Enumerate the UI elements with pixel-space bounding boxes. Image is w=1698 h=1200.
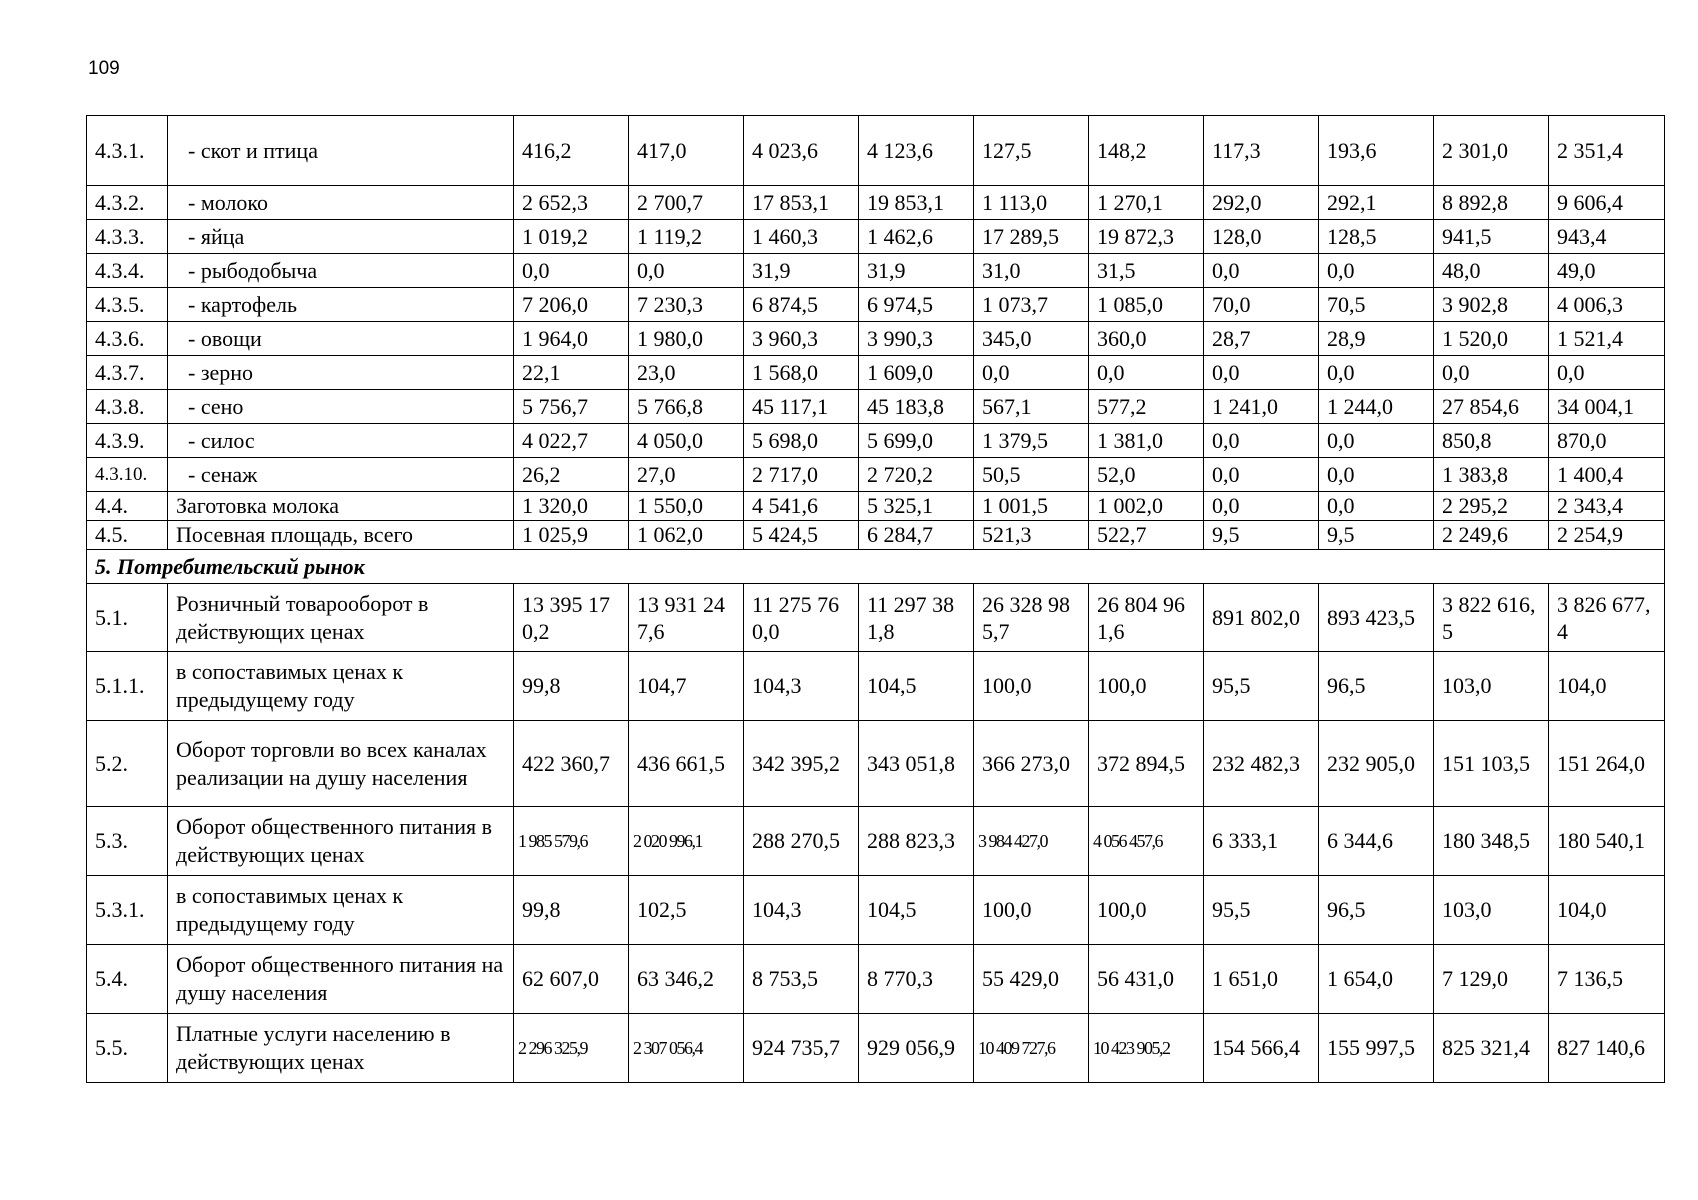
value-cell: 4 056 457,6 xyxy=(1089,807,1204,876)
value-cell: 3 822 616,5 xyxy=(1434,584,1549,652)
value-cell: 8 770,3 xyxy=(859,945,974,1014)
table-row xyxy=(87,945,1665,1014)
value-cell: 104,3 xyxy=(744,876,859,945)
value-cell: 19 853,1 xyxy=(859,186,974,220)
table-row xyxy=(87,1014,1665,1083)
table-row xyxy=(87,492,1665,521)
value-cell: 45 183,8 xyxy=(859,390,974,424)
value-cell: 1 270,1 xyxy=(1089,186,1204,220)
value-cell: 4 022,7 xyxy=(514,424,629,458)
value-cell: 6 284,7 xyxy=(859,521,974,550)
value-cell: 95,5 xyxy=(1204,652,1319,721)
row-label: - молоко xyxy=(168,186,514,220)
value-cell: 0,0 xyxy=(974,356,1089,390)
value-cell: 1 244,0 xyxy=(1319,390,1434,424)
value-cell: 27 854,6 xyxy=(1434,390,1549,424)
row-label: - картофель xyxy=(168,288,514,322)
value-cell: 56 431,0 xyxy=(1089,945,1204,1014)
value-cell: 372 894,5 xyxy=(1089,721,1204,807)
value-cell: 4 006,3 xyxy=(1549,288,1665,322)
value-cell: 1 400,4 xyxy=(1549,458,1665,492)
value-cell: 10 409 727,6 xyxy=(974,1014,1089,1083)
table-row xyxy=(87,721,1665,807)
value-cell: 2 020 996,1 xyxy=(629,807,744,876)
value-cell: 104,5 xyxy=(859,876,974,945)
row-code: 5.3. xyxy=(87,807,168,876)
value-cell: 0,0 xyxy=(1319,356,1434,390)
value-cell: 2 307 056,4 xyxy=(629,1014,744,1083)
table-row xyxy=(87,876,1665,945)
row-label: Розничный товарооборот в действующих ценах xyxy=(168,584,514,652)
value-cell: 31,9 xyxy=(859,254,974,288)
row-label: в сопоставимых ценах к предыдущему году xyxy=(168,652,514,721)
value-cell: 360,0 xyxy=(1089,322,1204,356)
value-cell: 5 756,7 xyxy=(514,390,629,424)
row-label: - сено xyxy=(168,390,514,424)
value-cell: 1 383,8 xyxy=(1434,458,1549,492)
table-row xyxy=(87,116,1665,186)
value-cell: 70,0 xyxy=(1204,288,1319,322)
value-cell: 232 905,0 xyxy=(1319,721,1434,807)
value-cell: 292,0 xyxy=(1204,186,1319,220)
value-cell: 567,1 xyxy=(974,390,1089,424)
value-cell: 941,5 xyxy=(1434,220,1549,254)
value-cell: 100,0 xyxy=(1089,876,1204,945)
value-cell: 151 103,5 xyxy=(1434,721,1549,807)
value-cell: 1 073,7 xyxy=(974,288,1089,322)
value-cell: 1 062,0 xyxy=(629,521,744,550)
value-cell: 870,0 xyxy=(1549,424,1665,458)
value-cell: 50,5 xyxy=(974,458,1089,492)
row-code: 4.3.10. xyxy=(87,458,168,492)
value-cell: 104,5 xyxy=(859,652,974,721)
value-cell: 0,0 xyxy=(1319,492,1434,521)
value-cell: 104,3 xyxy=(744,652,859,721)
value-cell: 1 550,0 xyxy=(629,492,744,521)
section-row xyxy=(87,550,1665,584)
value-cell: 63 346,2 xyxy=(629,945,744,1014)
value-cell: 232 482,3 xyxy=(1204,721,1319,807)
value-cell: 3 990,3 xyxy=(859,322,974,356)
value-cell: 103,0 xyxy=(1434,652,1549,721)
value-cell: 6 344,6 xyxy=(1319,807,1434,876)
table-row xyxy=(87,652,1665,721)
value-cell: 48,0 xyxy=(1434,254,1549,288)
value-cell: 100,0 xyxy=(974,652,1089,721)
value-cell: 95,5 xyxy=(1204,876,1319,945)
value-cell: 1 085,0 xyxy=(1089,288,1204,322)
row-code: 4.3.6. xyxy=(87,322,168,356)
value-cell: 0,0 xyxy=(1204,254,1319,288)
value-cell: 2 343,4 xyxy=(1549,492,1665,521)
value-cell: 104,0 xyxy=(1549,652,1665,721)
value-cell: 100,0 xyxy=(1089,652,1204,721)
value-cell: 13 931 247,6 xyxy=(629,584,744,652)
row-code: 4.3.1. xyxy=(87,116,168,186)
table-row xyxy=(87,424,1665,458)
table-row xyxy=(87,254,1665,288)
value-cell: 5 424,5 xyxy=(744,521,859,550)
value-cell: 1 002,0 xyxy=(1089,492,1204,521)
value-cell: 2 351,4 xyxy=(1549,116,1665,186)
value-cell: 3 960,3 xyxy=(744,322,859,356)
value-cell: 1 381,0 xyxy=(1089,424,1204,458)
value-cell: 1 019,2 xyxy=(514,220,629,254)
value-cell: 49,0 xyxy=(1549,254,1665,288)
value-cell: 827 140,6 xyxy=(1549,1014,1665,1083)
value-cell: 0,0 xyxy=(1319,458,1434,492)
row-code: 4.5. xyxy=(87,521,168,550)
row-code: 4.3.9. xyxy=(87,424,168,458)
value-cell: 5 766,8 xyxy=(629,390,744,424)
value-cell: 850,8 xyxy=(1434,424,1549,458)
value-cell: 45 117,1 xyxy=(744,390,859,424)
value-cell: 26 804 961,6 xyxy=(1089,584,1204,652)
value-cell: 34 004,1 xyxy=(1549,390,1665,424)
value-cell: 10 423 905,2 xyxy=(1089,1014,1204,1083)
value-cell: 28,9 xyxy=(1319,322,1434,356)
value-cell: 891 802,0 xyxy=(1204,584,1319,652)
value-cell: 1 568,0 xyxy=(744,356,859,390)
value-cell: 9,5 xyxy=(1204,521,1319,550)
value-cell: 436 661,5 xyxy=(629,721,744,807)
value-cell: 1 520,0 xyxy=(1434,322,1549,356)
row-label: Платные услуги населению в действующих ценах xyxy=(168,1014,514,1083)
section-title: 5. Потребительский рынок xyxy=(87,550,1665,584)
table-row xyxy=(87,458,1665,492)
value-cell: 0,0 xyxy=(514,254,629,288)
row-code: 4.3.7. xyxy=(87,356,168,390)
statistics-table xyxy=(86,115,1665,1083)
value-cell: 2 295,2 xyxy=(1434,492,1549,521)
value-cell: 148,2 xyxy=(1089,116,1204,186)
value-cell: 70,5 xyxy=(1319,288,1434,322)
value-cell: 0,0 xyxy=(1204,492,1319,521)
value-cell: 2 249,6 xyxy=(1434,521,1549,550)
table-body-consumer-market xyxy=(87,584,1665,1083)
value-cell: 4 023,6 xyxy=(744,116,859,186)
value-cell: 1 241,0 xyxy=(1204,390,1319,424)
value-cell: 6 333,1 xyxy=(1204,807,1319,876)
value-cell: 180 540,1 xyxy=(1549,807,1665,876)
table-row xyxy=(87,356,1665,390)
value-cell: 6 874,5 xyxy=(744,288,859,322)
row-label: Посевная площадь, всего xyxy=(168,521,514,550)
table-row xyxy=(87,807,1665,876)
row-label: Оборот торговли во всех каналах реализации на душу населения xyxy=(168,721,514,807)
value-cell: 924 735,7 xyxy=(744,1014,859,1083)
value-cell: 7 206,0 xyxy=(514,288,629,322)
value-cell: 1 320,0 xyxy=(514,492,629,521)
row-label: - силос xyxy=(168,424,514,458)
value-cell: 0,0 xyxy=(1434,356,1549,390)
value-cell: 2 301,0 xyxy=(1434,116,1549,186)
value-cell: 99,8 xyxy=(514,652,629,721)
value-cell: 1 521,4 xyxy=(1549,322,1665,356)
value-cell: 1 964,0 xyxy=(514,322,629,356)
value-cell: 2 720,2 xyxy=(859,458,974,492)
value-cell: 0,0 xyxy=(1549,356,1665,390)
value-cell: 893 423,5 xyxy=(1319,584,1434,652)
row-label: - скот и птица xyxy=(168,116,514,186)
value-cell: 4 050,0 xyxy=(629,424,744,458)
value-cell: 7 129,0 xyxy=(1434,945,1549,1014)
table-row xyxy=(87,288,1665,322)
row-code: 4.3.8. xyxy=(87,390,168,424)
value-cell: 825 321,4 xyxy=(1434,1014,1549,1083)
value-cell: 416,2 xyxy=(514,116,629,186)
value-cell: 2 254,9 xyxy=(1549,521,1665,550)
value-cell: 13 395 170,2 xyxy=(514,584,629,652)
value-cell: 2 652,3 xyxy=(514,186,629,220)
value-cell: 0,0 xyxy=(1319,254,1434,288)
value-cell: 128,0 xyxy=(1204,220,1319,254)
value-cell: 27,0 xyxy=(629,458,744,492)
value-cell: 366 273,0 xyxy=(974,721,1089,807)
value-cell: 100,0 xyxy=(974,876,1089,945)
value-cell: 9,5 xyxy=(1319,521,1434,550)
row-code: 5.2. xyxy=(87,721,168,807)
value-cell: 62 607,0 xyxy=(514,945,629,1014)
value-cell: 3 902,8 xyxy=(1434,288,1549,322)
value-cell: 521,3 xyxy=(974,521,1089,550)
value-cell: 31,0 xyxy=(974,254,1089,288)
value-cell: 3 826 677,4 xyxy=(1549,584,1665,652)
value-cell: 1 001,5 xyxy=(974,492,1089,521)
value-cell: 1 609,0 xyxy=(859,356,974,390)
value-cell: 128,5 xyxy=(1319,220,1434,254)
value-cell: 2 717,0 xyxy=(744,458,859,492)
row-code: 4.4. xyxy=(87,492,168,521)
value-cell: 22,1 xyxy=(514,356,629,390)
value-cell: 96,5 xyxy=(1319,652,1434,721)
value-cell: 2 700,7 xyxy=(629,186,744,220)
value-cell: 102,5 xyxy=(629,876,744,945)
row-label: в сопоставимых ценах к предыдущему году xyxy=(168,876,514,945)
row-label: Заготовка молока xyxy=(168,492,514,521)
value-cell: 292,1 xyxy=(1319,186,1434,220)
value-cell: 17 289,5 xyxy=(974,220,1089,254)
value-cell: 104,7 xyxy=(629,652,744,721)
value-cell: 28,7 xyxy=(1204,322,1319,356)
table-row xyxy=(87,390,1665,424)
value-cell: 577,2 xyxy=(1089,390,1204,424)
row-code: 4.3.4. xyxy=(87,254,168,288)
value-cell: 99,8 xyxy=(514,876,629,945)
value-cell: 0,0 xyxy=(1319,424,1434,458)
value-cell: 11 297 381,8 xyxy=(859,584,974,652)
value-cell: 0,0 xyxy=(1204,424,1319,458)
value-cell: 117,3 xyxy=(1204,116,1319,186)
value-cell: 127,5 xyxy=(974,116,1089,186)
table-row xyxy=(87,521,1665,550)
table-row xyxy=(87,186,1665,220)
value-cell: 288 270,5 xyxy=(744,807,859,876)
row-code: 5.3.1. xyxy=(87,876,168,945)
value-cell: 26 328 985,7 xyxy=(974,584,1089,652)
value-cell: 103,0 xyxy=(1434,876,1549,945)
value-cell: 5 698,0 xyxy=(744,424,859,458)
value-cell: 3 984 427,0 xyxy=(974,807,1089,876)
value-cell: 943,4 xyxy=(1549,220,1665,254)
value-cell: 96,5 xyxy=(1319,876,1434,945)
value-cell: 1 985 579,6 xyxy=(514,807,629,876)
value-cell: 193,6 xyxy=(1319,116,1434,186)
value-cell: 155 997,5 xyxy=(1319,1014,1434,1083)
value-cell: 417,0 xyxy=(629,116,744,186)
page-number: 109 xyxy=(88,58,120,79)
value-cell: 11 275 760,0 xyxy=(744,584,859,652)
value-cell: 7 230,3 xyxy=(629,288,744,322)
value-cell: 5 699,0 xyxy=(859,424,974,458)
value-cell: 19 872,3 xyxy=(1089,220,1204,254)
value-cell: 1 654,0 xyxy=(1319,945,1434,1014)
value-cell: 288 823,3 xyxy=(859,807,974,876)
value-cell: 422 360,7 xyxy=(514,721,629,807)
value-cell: 1 379,5 xyxy=(974,424,1089,458)
row-label: Оборот общественного питания в действующих ценах xyxy=(168,807,514,876)
row-label: - рыбодобыча xyxy=(168,254,514,288)
value-cell: 52,0 xyxy=(1089,458,1204,492)
value-cell: 343 051,8 xyxy=(859,721,974,807)
table-row xyxy=(87,584,1665,652)
value-cell: 154 566,4 xyxy=(1204,1014,1319,1083)
value-cell: 1 651,0 xyxy=(1204,945,1319,1014)
row-label: - яйца xyxy=(168,220,514,254)
row-label: - зерно xyxy=(168,356,514,390)
row-code: 5.4. xyxy=(87,945,168,1014)
value-cell: 8 892,8 xyxy=(1434,186,1549,220)
value-cell: 31,5 xyxy=(1089,254,1204,288)
value-cell: 26,2 xyxy=(514,458,629,492)
value-cell: 23,0 xyxy=(629,356,744,390)
value-cell: 929 056,9 xyxy=(859,1014,974,1083)
value-cell: 0,0 xyxy=(1204,458,1319,492)
table-section-header xyxy=(87,550,1665,584)
value-cell: 4 541,6 xyxy=(744,492,859,521)
value-cell: 0,0 xyxy=(1089,356,1204,390)
value-cell: 1 113,0 xyxy=(974,186,1089,220)
value-cell: 6 974,5 xyxy=(859,288,974,322)
value-cell: 2 296 325,9 xyxy=(514,1014,629,1083)
row-label: Оборот общественного питания на душу населения xyxy=(168,945,514,1014)
row-code: 5.1. xyxy=(87,584,168,652)
value-cell: 7 136,5 xyxy=(1549,945,1665,1014)
row-code: 5.1.1. xyxy=(87,652,168,721)
value-cell: 345,0 xyxy=(974,322,1089,356)
row-code: 4.3.3. xyxy=(87,220,168,254)
value-cell: 5 325,1 xyxy=(859,492,974,521)
value-cell: 1 462,6 xyxy=(859,220,974,254)
value-cell: 9 606,4 xyxy=(1549,186,1665,220)
row-code: 4.3.5. xyxy=(87,288,168,322)
value-cell: 17 853,1 xyxy=(744,186,859,220)
value-cell: 8 753,5 xyxy=(744,945,859,1014)
row-label: - сенаж xyxy=(168,458,514,492)
value-cell: 1 980,0 xyxy=(629,322,744,356)
value-cell: 31,9 xyxy=(744,254,859,288)
value-cell: 1 460,3 xyxy=(744,220,859,254)
value-cell: 104,0 xyxy=(1549,876,1665,945)
value-cell: 0,0 xyxy=(1204,356,1319,390)
value-cell: 522,7 xyxy=(1089,521,1204,550)
row-code: 4.3.2. xyxy=(87,186,168,220)
value-cell: 1 119,2 xyxy=(629,220,744,254)
value-cell: 4 123,6 xyxy=(859,116,974,186)
value-cell: 180 348,5 xyxy=(1434,807,1549,876)
value-cell: 55 429,0 xyxy=(974,945,1089,1014)
table-body-agriculture xyxy=(87,116,1665,550)
value-cell: 0,0 xyxy=(629,254,744,288)
table-row xyxy=(87,220,1665,254)
table-row xyxy=(87,322,1665,356)
row-label: - овощи xyxy=(168,322,514,356)
row-code: 5.5. xyxy=(87,1014,168,1083)
value-cell: 1 025,9 xyxy=(514,521,629,550)
value-cell: 342 395,2 xyxy=(744,721,859,807)
value-cell: 151 264,0 xyxy=(1549,721,1665,807)
